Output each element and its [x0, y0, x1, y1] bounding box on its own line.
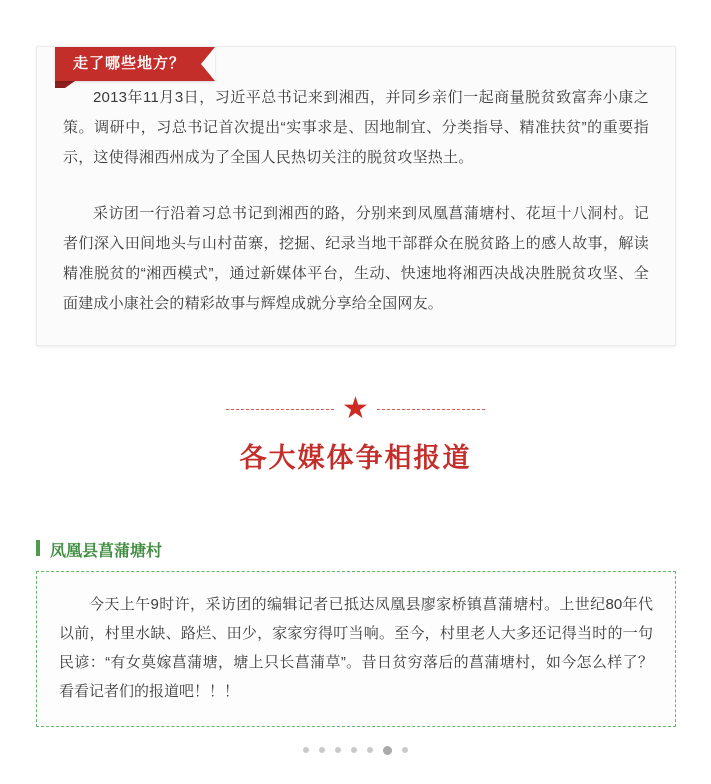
ribbon-fold-decoration	[55, 81, 75, 88]
intro-ribbon-label: 走了哪些地方？	[55, 47, 215, 81]
pagination-dot[interactable]	[351, 747, 357, 753]
pagination-dot[interactable]	[402, 747, 408, 753]
pagination-dot[interactable]	[319, 747, 325, 753]
village-section	[36, 538, 676, 727]
dashed-line-right	[377, 409, 485, 410]
star-icon: ★	[342, 392, 369, 425]
intro-paragraph-1: 2013年11月3日，习近平总书记来到湘西，并同乡亲们一起商量脱贫致富奔小康之策。调研中，习总书记首次提出“实事求是、因地制宜、分类指导、精准扶贫”的重要指示，这使得湘西州成为了全国人民热切关注的脱贫攻坚热土。	[63, 89, 649, 166]
pagination-dot[interactable]	[335, 747, 341, 753]
intro-paragraph-2: 采访团一行沿着习总书记到湘西的路，分别来到凤凰菖蒲塘村、花垣十八洞村。记者们深入田间地头与山村苗寨，挖掘、纪录当地干部群众在脱贫路上的感人故事，解读精准脱贫的“湘西模式”，通过新媒体平台，生动、快速地将湘西决战决胜脱贫攻坚、全面建成小康社会的精彩故事与辉煌成就分享给全国网友。	[63, 205, 649, 312]
pagination-dot[interactable]	[367, 747, 373, 753]
media-heading-title: 各大媒体争相报道	[239, 443, 472, 473]
intro-card	[36, 46, 676, 346]
pagination-dot-active[interactable]	[383, 746, 392, 755]
village-paragraph: 今天上午9时许，采访团的编辑记者已抵达凤凰县廖家桥镇菖蒲塘村。上世纪80年代以前，村里水缺、路烂、田少，家家穷得叮当响。至今，村里老人大多还记得当时的一句民谚：“有女莫嫁菖蒲塘，塘上只长菖蒲草”。昔日贫穷落后的菖蒲塘村，如今怎么样了？看看记者们的报道吧！！！	[59, 596, 653, 700]
pagination-dots[interactable]	[0, 742, 711, 758]
media-heading-section	[0, 392, 711, 475]
dashed-line-left	[226, 409, 334, 410]
village-title: 凤凰县菖蒲塘村	[36, 538, 676, 561]
intro-section	[36, 24, 676, 346]
pagination-dot[interactable]	[303, 747, 309, 753]
village-content-box	[36, 571, 676, 727]
star-divider-row	[0, 392, 711, 425]
